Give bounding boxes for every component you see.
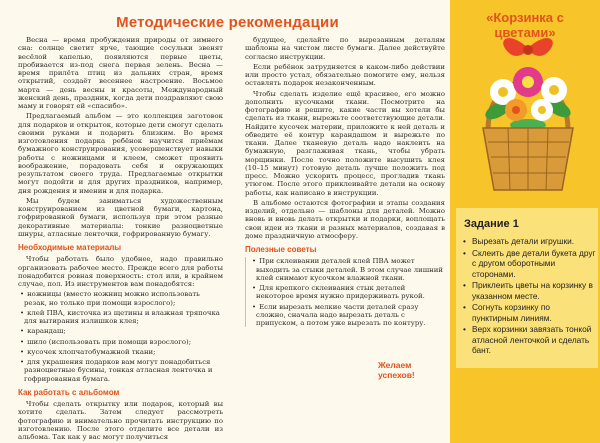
sidebar-title: «Корзинка с цветами»: [486, 10, 564, 40]
task-item: • Согнуть корзинку по пунктирным линиям.: [462, 302, 598, 323]
main-content: [10, 4, 445, 440]
materials-item: • для украшения подарков вам могут понадобиться разноцветные бусины, тонкая атласная ленточка и гофрированная бумага.: [18, 358, 223, 383]
task-item: • Вырезать детали игрушки.: [462, 236, 598, 247]
materials-item: • клей ПВА, кисточка из щетины и влажная тряпочка для вытирания излишков клея;: [18, 309, 223, 326]
task-title: Задание 1: [464, 218, 519, 230]
materials-item: • ножницы (вместо ножниц можно использовать резак, но только при помощи взрослого);: [18, 290, 223, 307]
tips-list: [245, 257, 445, 327]
paragraph: Чтобы сделать изделие ещё красивее, его можно дополнить кусочками ткани. Посмотрите на фотографию и решите, какие части вы хотели бы сделать из ткани, вырежьте соответствующие детали. Найдите кусочек материи, приложите к ней деталь и обведите её контур карандашом и вырежьте по ткани. Далее тканевую деталь надо наклеить на бумажную, разглаживая ткань, чтобы убрать морщинки. После точно положите высушить клея (10–15 минут) готовую деталь лучше положить под пресс. Можно ускорить процесс, прогладив ткань утюгом. После этого приклеивайте детали на основу работы, как написано в инструкции.: [245, 89, 445, 197]
materials-item: • шило (использовать при помощи взрослого);: [18, 338, 223, 346]
sidebar: [450, 0, 600, 443]
right-column: [245, 36, 445, 329]
materials-heading: Необходимые материалы: [18, 243, 122, 252]
task-item: • Склеить две детали букета друг с другом оборотными сторонами.: [462, 248, 598, 280]
flower-basket-illustration: [458, 30, 598, 200]
paragraph: В альбоме остаются фотографии и этапы создания изделий, отдельно — шаблоны для деталей. Можно вновь и вновь делать открытки и подарки, воплощать свои идеи из ткани и разных материалов, создавая в доме праздничную атмосферу.: [245, 198, 445, 240]
tip-item: • Для крепкого склеивания стык деталей некоторое время нужно придерживать рукой.: [250, 284, 445, 301]
how-text: Чтобы сделать открытку или подарок, который вы хотите сделать. Затем следует рассмотреть фотографию и внимательно прочитать инструкцию по изготовлению. После этого отделите все детали из альбома. Так как у вас могут получиться: [18, 400, 223, 441]
materials-intro: Чтобы работать было удобнее, надо правильно организовать рабочее место. Прежде всего для работы понадобится ровная поверхность: стол или, в крайнем случае, пол. Из инструментов вам понадобятся:: [18, 255, 223, 288]
task-item: • Приклеить цветы на корзинку в указанном месте.: [462, 280, 598, 301]
closing-wish: Желаем успехов!: [378, 360, 415, 380]
tip-item: • Если вырезать мелкие части деталей сразу сложно, сначала надо вырезать деталь с припуском, а потом уже вырезать по контуру.: [250, 303, 445, 328]
materials-item: • карандаш;: [18, 327, 223, 335]
left-column: [18, 36, 223, 443]
task-box: [456, 208, 598, 368]
paragraph: Предлагаемый альбом — это коллекция заготовок для подарков и открыток, которые дети смогут сделать своими руками и подарить близким. Во время изготовления подарка ребёнок научится приёмам бумажного конструирования, усовершенствует навыки работы с ножницами и клеем, сможет проявить воображение, порадовать себя и окружающих результатом своего труда. Предлагаемые открытки могут подойти и для других праздников, например, дня рождения и именин и для подарка.: [18, 112, 223, 195]
tip-item: • При склеивании деталей клей ПВА может выходить за стыки деталей. В этом случае лишний клей снимают кусочком влажной ткани.: [250, 257, 445, 282]
task-list: [462, 236, 598, 357]
how-heading: Как работать с альбомом: [18, 387, 120, 397]
paragraph: Если ребёнок затрудняется в каком-либо действии или просто устал, обязательно помогите ему, нельзя оставлять подарок незаконченным.: [245, 62, 445, 88]
tips-heading: Полезные советы: [245, 245, 317, 254]
paragraph: Мы будем заниматься художественным конструированием из цветной бумаги, картона, гофрированной бумаги, используя при этом разные декоративные материалы: тонкие разноцветные шнуры, атласные ленточки, гофрированную бумагу.: [18, 196, 223, 238]
paragraph: будущее, сделайте по вырезанным деталям шаблоны на чистом листе бумаги. Далее действуйте согласно инструкции.: [245, 36, 445, 61]
paragraph: Весна — время пробуждения природы от зимнего сна: солнце светит ярче, тающие сосульки звенят весёлой капелью, появляются первые цветы, пробивается из-под снега первая зелень. Весна — время прилёта птиц из дальних стран, время открытий, создаёт весеннее настроение. Восьмое марта — день весны и красоты, Международный женский день, праздник, когда дети поздравляют свою маму и говорят ей «спасибо».: [18, 36, 223, 110]
materials-item: • кусочек хлопчатобумажной ткани;: [18, 348, 223, 356]
flower-basket-icon: [458, 30, 598, 200]
task-item: • Верх корзинки завязать тонкой атласной ленточкой и сделать бант.: [462, 324, 598, 356]
page-title: Методические рекомендации: [116, 14, 339, 31]
